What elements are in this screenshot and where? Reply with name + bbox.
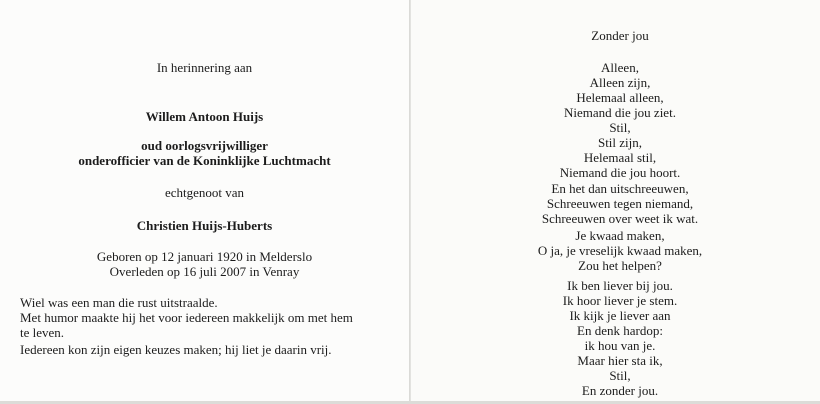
left-page: [0, 0, 409, 404]
tribute-line-3: te leven.: [20, 325, 65, 340]
spouse-intro: echtgenoot van: [164, 185, 245, 200]
poem-stanza-4: [520, 228, 720, 273]
poem-line: Stil,: [609, 368, 631, 383]
poem: [520, 0, 720, 404]
poem-line: Helemaal stil,: [583, 150, 657, 165]
poem-line: Schreeuwen over weet ik wat.: [541, 211, 699, 226]
poem-line: Zou het helpen?: [578, 258, 662, 273]
poem-stanza-3: [520, 181, 720, 226]
poem-line: Alleen zijn,: [589, 75, 651, 90]
poem-title: [520, 28, 720, 43]
birth-line: Geboren op 12 januari 1920 in Melderslo: [96, 249, 313, 264]
poem-line: ik hou van je.: [584, 338, 656, 353]
in-memory-heading: In herinnering aan: [156, 60, 253, 75]
poem-stanza-1: [520, 60, 720, 120]
death-line: Overleden op 16 juli 2007 in Venray: [109, 264, 300, 279]
poem-stanza-2: [520, 120, 720, 180]
deceased-name: Willem Antoon Huijs: [145, 109, 264, 124]
poem-line: O ja, je vreselijk kwaad maken,: [537, 243, 703, 258]
poem-line: Schreeuwen tegen niemand,: [546, 196, 694, 211]
spouse-name: Christien Huijs-Huberts: [136, 218, 273, 233]
poem-line: Ik kijk je liever aan: [569, 308, 671, 323]
poem-stanza-5: [520, 278, 720, 398]
poem-line: Ik hoor liever je stem.: [562, 293, 678, 308]
poem-line: Stil zijn,: [597, 135, 643, 150]
poem-line: Helemaal alleen,: [576, 90, 664, 105]
poem-title-text: Zonder jou: [591, 28, 649, 43]
poem-line: Maar hier sta ik,: [577, 353, 663, 368]
tribute-line-4: Iedereen kon zijn eigen keuzes maken; hij liet je daarin vrij.: [20, 342, 332, 357]
poem-line: En zonder jou.: [581, 383, 659, 398]
poem-line: Stil,: [609, 120, 631, 135]
role-line-1: oud oorlogsvrijwilliger: [141, 138, 268, 153]
tribute-line-2: Met humor maakte hij het voor iedereen makkelijk om met hem: [20, 310, 353, 325]
poem-line: Ik ben liever bij jou.: [567, 278, 673, 293]
poem-line: Niemand die jou ziet.: [564, 105, 676, 120]
poem-line: Alleen,: [601, 60, 639, 75]
role-line-2: onderofficier van de Koninklijke Luchtmacht: [78, 153, 331, 168]
tribute-line-1: Wiel was een man die rust uitstraalde.: [20, 295, 218, 310]
poem-line: Je kwaad maken,: [575, 228, 665, 243]
poem-line: En denk hardop:: [577, 323, 663, 338]
poem-line: Niemand die jou hoort.: [559, 165, 681, 180]
poem-line: En het dan uitschreeuwen,: [551, 181, 689, 196]
